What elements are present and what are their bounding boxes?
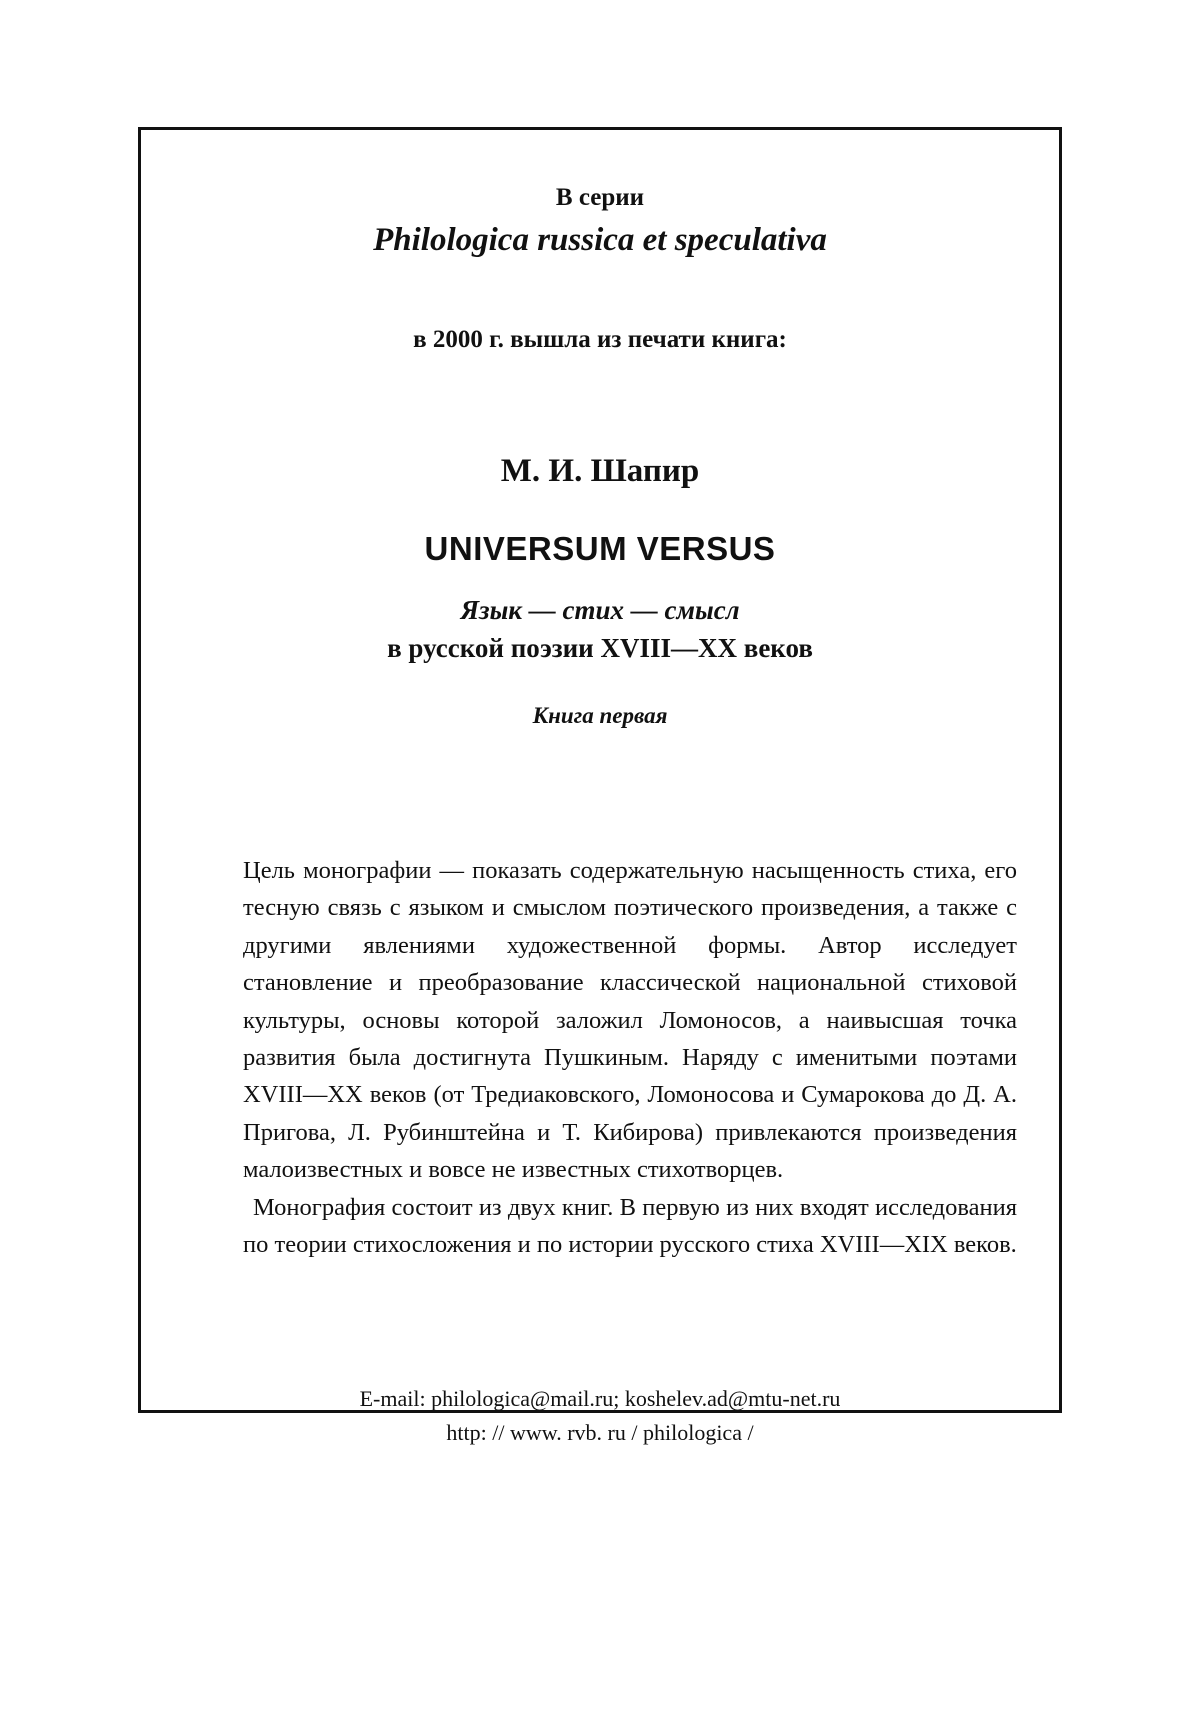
contact-email-line: E-mail: philologica@mail.ru; koshelev.ad@mtu-net.ru [359, 1386, 841, 1411]
book-subtitle-line1: Язык — стих — смысл [460, 595, 740, 625]
contact-url-line: http: // www. rvb. ru / philologica / [446, 1420, 754, 1445]
book-subtitle-line2: в русской поэзии XVIII—XX веков [387, 633, 813, 663]
book-author: М. И. Шапир [500, 453, 700, 489]
book-part: Книга первая [532, 703, 668, 728]
page-border-frame [138, 127, 1062, 1445]
announcement-text: в 2000 г. вышла из печати книга: [413, 326, 787, 353]
series-intro: В серии [555, 184, 645, 211]
description-paragraph-1: Цель монографии — показать содержательную насыщенность стиха, его тесную связь с языком и смыслом поэтического произведения, а также с другими явлениями художественной формы. Автор исследует становление и преобразование классической национальной стиховой культуры, основы которой заложил Ломоносов, а наивысшая точка развития была достигнута Пушкиным. Наряду с именитыми поэтами XVIII—XX веков (от Тредиаковского, Ломоносова и Сумарокова до Д. А. Пригова, Л. Рубинштейна и Т. Кибирова) привлекаются произведения малоизвестных и вовсе не известных стихотворцев. [243, 857, 1017, 1184]
book-title: UNIVERSUM VERSUS [424, 530, 776, 567]
description-paragraph-2: Монография состоит из двух книг. В первую из них входят исследования по теории стихосложения и по истории русского стиха XVIII—XIX веков. [243, 1193, 1017, 1259]
series-name: Philologica russica et speculativa [373, 222, 827, 258]
book-description [243, 852, 1017, 1263]
